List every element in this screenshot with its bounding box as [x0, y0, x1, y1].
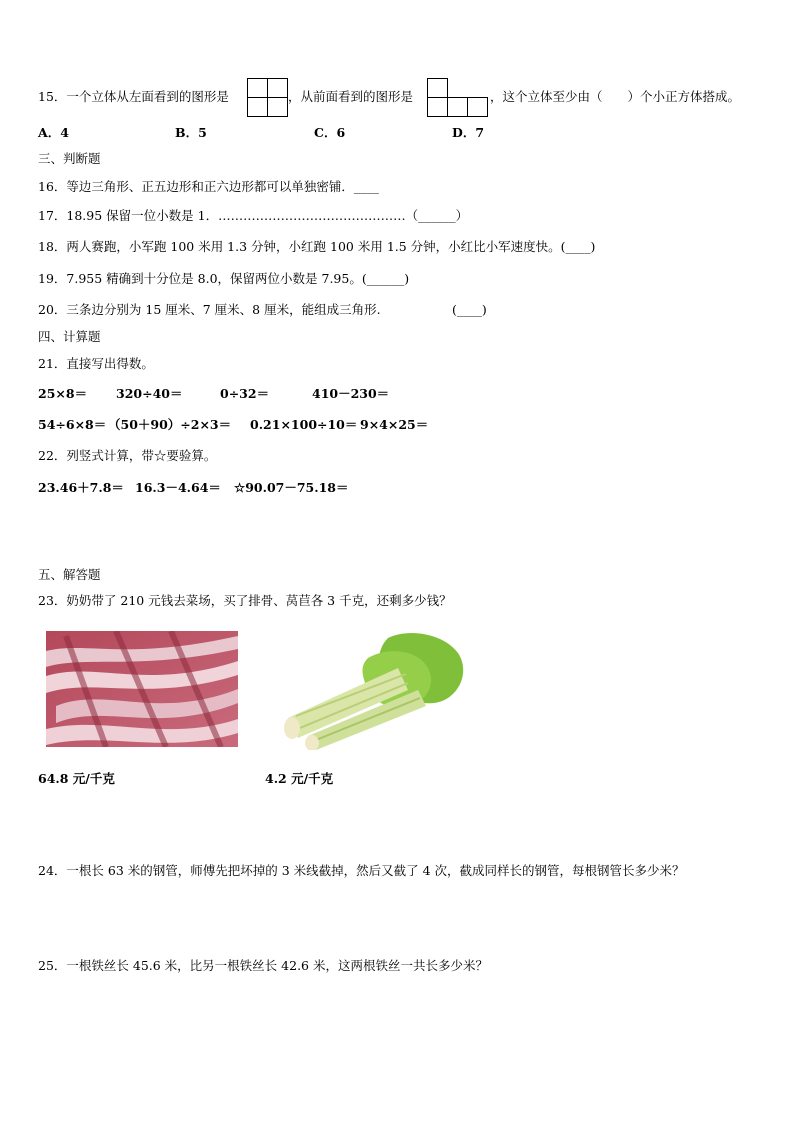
question-20-blank: (____) — [452, 302, 487, 317]
front-view-figure — [427, 78, 488, 117]
vertical-calc-item: 16.3－4.64＝ — [135, 480, 221, 495]
question-25: 25．一根铁丝长 45.6 米，比另一根铁丝长 42.6 米，这两根铁丝一共长多少米？ — [38, 958, 488, 973]
section-5-title: 五、解答题 — [38, 567, 101, 582]
ribs-price: 64.8 元/千克 — [38, 771, 115, 786]
left-view-figure — [247, 78, 288, 117]
q15-option-c: C．6 — [314, 125, 346, 140]
q15-text-part2: ，从前面看到的图形是 — [288, 89, 414, 104]
question-17: 17．18.95 保留一位小数是 1．………………………………………（______） — [38, 208, 469, 223]
question-23: 23．奶奶带了 210 元钱去菜场，买了排骨、莴苣各 3 千克，还剩多少钱？ — [38, 593, 452, 608]
q15-option-d: D．7 — [452, 125, 485, 140]
calc-item: 54÷6×8＝ — [38, 417, 107, 432]
q15-text-part3: ，这个立体至少由（ ）个小正方体搭成。 — [490, 89, 741, 104]
q15-text-part1: 15．一个立体从左面看到的图形是 — [38, 89, 229, 104]
calc-item: 9×4×25＝ — [360, 417, 429, 432]
calc-item: 410－230＝ — [312, 386, 390, 401]
lettuce-price: 4.2 元/千克 — [265, 771, 334, 786]
q15-option-a: A．4 — [38, 125, 69, 140]
calc-item: 0÷32＝ — [220, 386, 270, 401]
question-22: 22．列竖式计算，带☆要验算。 — [38, 448, 217, 463]
question-18: 18．两人赛跑，小军跑 100 米用 1.3 分钟，小红跑 100 米用 1.5 分钟，小红比小军速度快。(____) — [38, 239, 596, 254]
question-19: 19．7.955 精确到十分位是 8.0，保留两位小数是 7.95。(______) — [38, 271, 410, 286]
section-3-title: 三、判断题 — [38, 151, 101, 166]
pork-ribs-image — [46, 631, 238, 747]
vertical-calc-item: ☆90.07－75.18＝ — [234, 480, 349, 495]
vertical-calc-item: 23.46＋7.8＝ — [38, 480, 124, 495]
question-20: 20．三条边分别为 15 厘米、7 厘米、8 厘米，能组成三角形. — [38, 302, 381, 317]
lettuce-image — [268, 628, 468, 750]
q15-option-b: B．5 — [175, 125, 207, 140]
calc-item: （50＋90）÷2×3＝ — [108, 417, 232, 432]
question-21: 21．直接写出得数。 — [38, 356, 154, 371]
calc-item: 320÷40＝ — [116, 386, 183, 401]
section-4-title: 四、计算题 — [38, 329, 101, 344]
question-16: 16．等边三角形、正五边形和正六边形都可以单独密铺．____ — [38, 179, 379, 194]
calc-item: 25×8＝ — [38, 386, 88, 401]
question-24: 24．一根长 63 米的钢管，师傅先把坏掉的 3 米线截掉，然后又截了 4 次，截成同样长的钢管，每根钢管长多少米？ — [38, 863, 685, 878]
calc-item: 0.21×100÷10＝ — [250, 417, 358, 432]
